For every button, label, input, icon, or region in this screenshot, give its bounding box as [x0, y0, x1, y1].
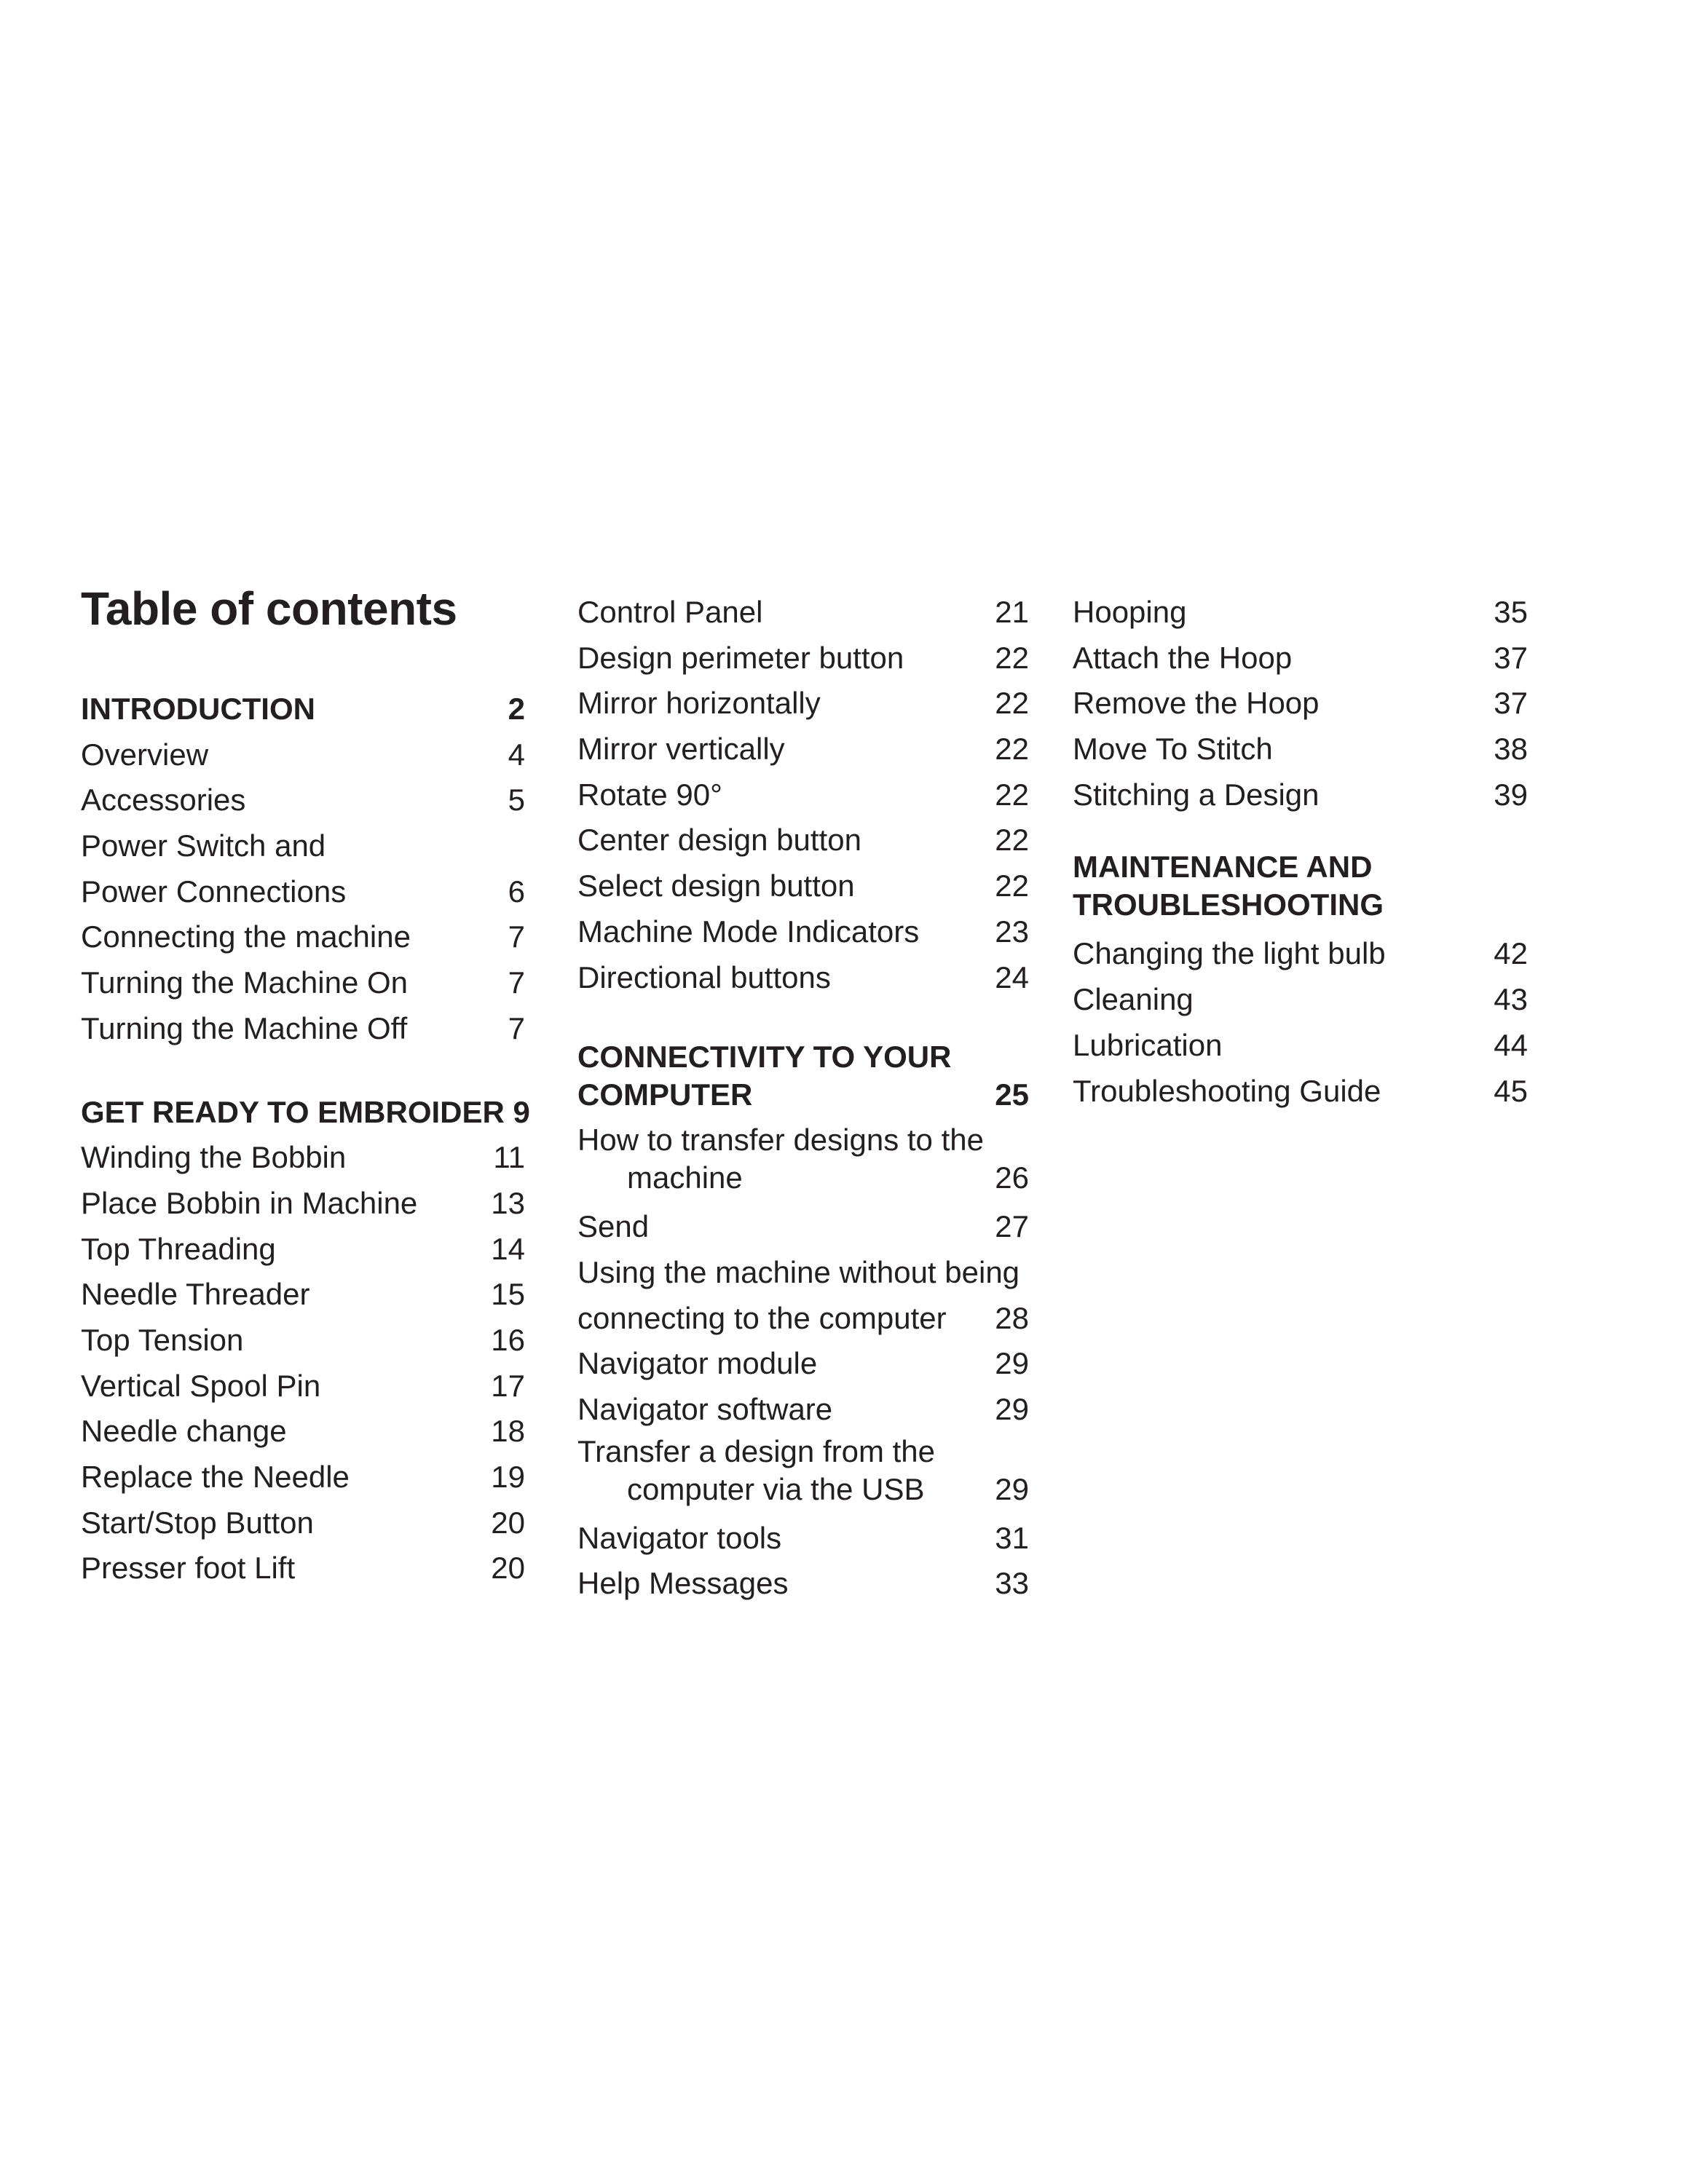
toc-page-number: 20	[491, 1505, 525, 1540]
toc-entry[interactable]	[1073, 772, 1528, 818]
toc-entry-label: Navigator software	[577, 1391, 833, 1426]
toc-section-maintenance[interactable]	[1073, 848, 1528, 931]
toc-entry[interactable]	[577, 1341, 1029, 1387]
toc-entry-label: Overview	[81, 737, 209, 772]
toc-entry[interactable]	[1073, 977, 1528, 1023]
toc-entry-label: Mirror horizontally	[577, 686, 821, 721]
toc-entry-label: Turning the Machine On	[81, 965, 409, 1000]
toc-entry[interactable]	[81, 1006, 525, 1052]
toc-entry-transfer-usb[interactable]	[577, 1433, 1029, 1516]
toc-entry-label-line2: machine	[627, 1160, 743, 1195]
toc-entry-label: Place Bobbin in Machine	[81, 1185, 418, 1220]
toc-entry[interactable]	[577, 681, 1029, 727]
toc-entry[interactable]	[577, 590, 1029, 636]
toc-entry-label-line2: connecting to the computer	[577, 1300, 947, 1335]
toc-section-connectivity[interactable]	[577, 1038, 1029, 1121]
toc-entry-label: Send	[577, 1209, 650, 1244]
toc-entry[interactable]	[577, 863, 1029, 909]
toc-entry[interactable]	[577, 727, 1029, 772]
toc-entry-label: Cleaning	[1073, 982, 1194, 1017]
toc-entry[interactable]	[1073, 727, 1528, 772]
toc-column-2	[577, 590, 1029, 1607]
toc-page-number: 22	[995, 686, 1029, 721]
toc-page-number: 6	[508, 874, 525, 909]
toc-entry-label: Navigator module	[577, 1346, 818, 1381]
toc-page-number: 7	[508, 919, 525, 954]
toc-entry-label-line2: Power Connections	[81, 874, 347, 909]
toc-page-number: 7	[508, 1010, 525, 1045]
toc-entry-label: Design perimeter button	[577, 640, 904, 675]
toc-page-number: 19	[491, 1460, 525, 1495]
toc-entry[interactable]	[1073, 590, 1528, 636]
toc-entry[interactable]	[81, 1455, 525, 1500]
toc-page-number: 31	[995, 1520, 1029, 1555]
toc-entry-label: Rotate 90°	[577, 777, 722, 812]
toc-page-number: 33	[995, 1566, 1029, 1601]
toc-entry-label: Hooping	[1073, 595, 1187, 629]
toc-entry-label: Select design button	[577, 869, 855, 903]
toc-entry[interactable]	[577, 1561, 1029, 1607]
toc-entry-label: Navigator tools	[577, 1520, 782, 1555]
toc-entry-label: Top Tension	[81, 1322, 244, 1357]
toc-entry-label: Changing the light bulb	[1073, 936, 1386, 971]
toc-entry-label: Directional buttons	[577, 960, 831, 994]
toc-page-number: 37	[1494, 640, 1528, 675]
toc-entry-label: Move To Stitch	[1073, 732, 1273, 767]
toc-entry[interactable]	[577, 1516, 1029, 1562]
toc-entry-label: Replace the Needle	[81, 1460, 350, 1495]
toc-section-label-line2: COMPUTER	[577, 1077, 753, 1112]
toc-page-number: 15	[491, 1277, 525, 1312]
toc-page-number: 22	[995, 823, 1029, 858]
toc-page-number: 35	[1494, 595, 1528, 629]
toc-page-number: 7	[508, 965, 525, 1000]
toc-page-number: 17	[491, 1368, 525, 1403]
toc-entry[interactable]	[81, 1181, 525, 1227]
toc-entry[interactable]	[1073, 681, 1528, 727]
toc-entry[interactable]	[81, 1272, 525, 1318]
toc-entry-label: Stitching a Design	[1073, 777, 1320, 812]
toc-page-number: 42	[1494, 936, 1528, 971]
toc-column-1	[81, 687, 530, 1591]
toc-page-number: 21	[995, 595, 1029, 629]
section-spacer	[1073, 818, 1528, 848]
toc-entry[interactable]	[81, 1227, 525, 1273]
toc-page-number: 24	[995, 960, 1029, 994]
toc-entry[interactable]	[577, 1387, 1029, 1433]
toc-section-label: GET READY TO EMBROIDER 9	[81, 1094, 530, 1129]
toc-entry[interactable]	[577, 909, 1029, 955]
toc-page-number: 25	[995, 1077, 1029, 1112]
toc-page-number: 18	[491, 1414, 525, 1449]
toc-entry-label: Vertical Spool Pin	[81, 1368, 321, 1403]
toc-page-number: 43	[1494, 982, 1528, 1017]
toc-page-number: 29	[995, 1471, 1029, 1506]
toc-entry[interactable]	[1073, 1023, 1528, 1069]
toc-entry-label-line1: Power Switch and	[81, 828, 326, 863]
toc-entry[interactable]	[577, 818, 1029, 863]
section-spacer	[577, 1000, 1029, 1038]
toc-entry[interactable]	[1073, 931, 1528, 977]
toc-entry-label: Attach the Hoop	[1073, 640, 1293, 675]
toc-entry[interactable]	[577, 1204, 1029, 1250]
page-title: Table of contents	[81, 582, 457, 635]
toc-entry-label: Needle Threader	[81, 1277, 310, 1312]
toc-entry-label: Top Threading	[81, 1231, 276, 1266]
toc-entry-label: Remove the Hoop	[1073, 686, 1320, 721]
toc-section-label-line2: TROUBLESHOOTING	[1073, 887, 1384, 922]
toc-page-number: 45	[1494, 1073, 1528, 1108]
toc-entry[interactable]	[81, 1546, 525, 1591]
toc-page-number: 22	[995, 777, 1029, 812]
toc-entry-power[interactable]	[81, 823, 525, 914]
toc-entry-label-line1: Using the machine without being	[577, 1254, 1020, 1289]
toc-page-number: 14	[491, 1231, 525, 1266]
toc-entry-label: Needle change	[81, 1414, 287, 1449]
toc-entry[interactable]	[1073, 1069, 1528, 1115]
toc-entry[interactable]	[81, 1135, 525, 1181]
toc-entry-label: Help Messages	[577, 1566, 789, 1601]
toc-section-label-line1: MAINTENANCE AND	[1073, 850, 1373, 885]
toc-entry[interactable]	[577, 636, 1029, 681]
toc-page-number: 5	[508, 783, 525, 818]
toc-entry-label: Connecting the machine	[81, 919, 411, 954]
toc-page-number: 39	[1494, 777, 1528, 812]
toc-page-number: 22	[995, 732, 1029, 767]
toc-page-number: 16	[491, 1322, 525, 1357]
toc-entry[interactable]	[81, 1500, 525, 1546]
toc-page-number: 26	[995, 1160, 1029, 1195]
toc-page-number: 27	[995, 1209, 1029, 1244]
toc-page-number: 4	[508, 737, 525, 772]
toc-entry[interactable]	[81, 1364, 525, 1409]
toc-entry-label: Machine Mode Indicators	[577, 914, 920, 949]
toc-page-number: 22	[995, 869, 1029, 903]
toc-entry[interactable]	[577, 772, 1029, 818]
toc-entry-label: Presser foot Lift	[81, 1551, 296, 1586]
toc-page-number: 29	[995, 1346, 1029, 1381]
toc-entry-label: Winding the Bobbin	[81, 1140, 347, 1175]
toc-entry-label: Lubrication	[1073, 1027, 1223, 1062]
toc-page-number: 29	[995, 1391, 1029, 1426]
toc-entry-label: Troubleshooting Guide	[1073, 1073, 1381, 1108]
toc-page-number: 13	[491, 1185, 525, 1220]
toc-entry[interactable]	[81, 960, 525, 1006]
toc-entry[interactable]	[81, 1409, 525, 1455]
toc-entry-label-line1: How to transfer designs to the	[577, 1123, 984, 1158]
toc-entry-label: Accessories	[81, 783, 246, 818]
toc-section-label-line1: CONNECTIVITY TO YOUR	[577, 1040, 952, 1075]
toc-entry-label: Mirror vertically	[577, 732, 785, 767]
toc-entry[interactable]	[577, 955, 1029, 1001]
toc-entry[interactable]	[1073, 636, 1528, 681]
toc-page-number: 20	[491, 1551, 525, 1586]
section-spacer	[81, 1052, 525, 1090]
toc-page-number: 44	[1494, 1027, 1528, 1062]
toc-entry-transfer-designs[interactable]	[577, 1121, 1029, 1204]
toc-page-number: 2	[508, 692, 525, 726]
toc-page-number: 11	[493, 1140, 525, 1175]
toc-section-introduction[interactable]	[81, 687, 525, 732]
toc-entry-label: Control Panel	[577, 595, 763, 629]
toc-entry-label: Turning the Machine Off	[81, 1010, 408, 1045]
toc-entry[interactable]	[81, 1318, 525, 1364]
toc-entry-label: Start/Stop Button	[81, 1505, 314, 1540]
toc-section-get-ready[interactable]	[81, 1090, 530, 1136]
toc-entry-label-line2: computer via the USB	[627, 1471, 925, 1506]
toc-entry-label-line1: Transfer a design from the	[577, 1433, 935, 1468]
toc-entry-using-without[interactable]	[577, 1250, 1029, 1341]
toc-entry[interactable]	[81, 778, 525, 823]
toc-entry[interactable]	[81, 732, 525, 778]
toc-column-3	[1073, 590, 1528, 1114]
toc-page-number: 38	[1494, 732, 1528, 767]
toc-entry[interactable]	[81, 914, 525, 960]
toc-page-number: 22	[995, 640, 1029, 675]
toc-section-label: INTRODUCTION	[81, 692, 315, 726]
toc-page-number: 37	[1494, 686, 1528, 721]
toc-page-number: 28	[995, 1300, 1029, 1335]
toc-page-number: 23	[995, 914, 1029, 949]
toc-entry-label: Center design button	[577, 823, 861, 858]
